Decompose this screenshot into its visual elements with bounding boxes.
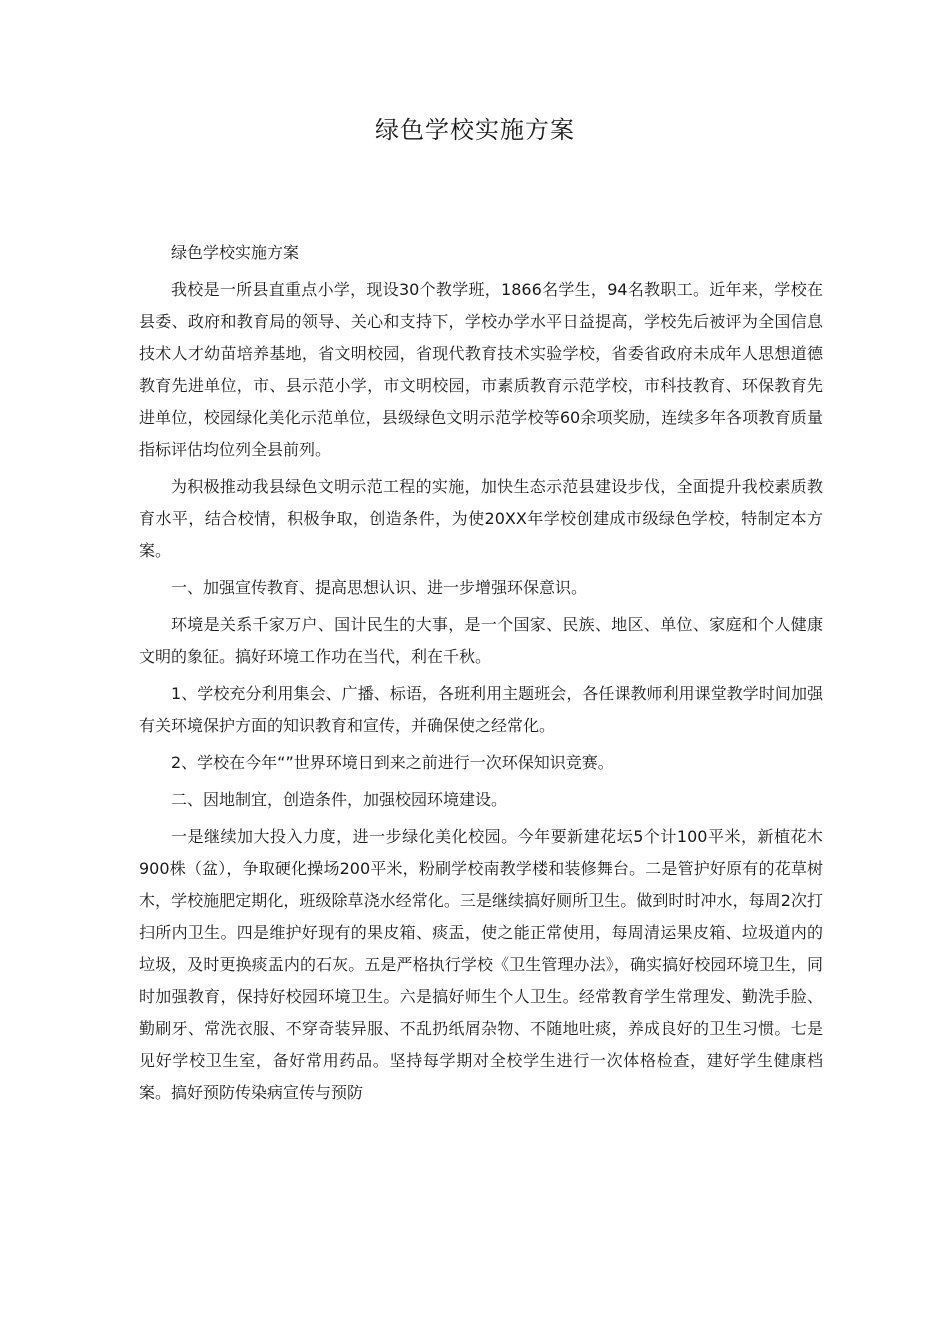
section-heading-1: 一、加强宣传教育、提高思想认识、进一步增强环保意识。 [171, 578, 588, 597]
paragraph-purpose: 为积极推动我县绿色文明示范工程的实施，加快生态示范县建设步伐，全面提升我校素质教育水平，结合校情，积极争取，创造条件，为使20XX年学校创建成市级绿色学校，特制定本方案。 [139, 477, 823, 560]
document-body [139, 237, 823, 1114]
list-item-1: 1、学校充分利用集会、广播、标语，各班利用主题班会，各任课教师利用课堂教学时间加强有关环境保护方面的知识教育和宣传，并确保使之经常化。 [139, 684, 823, 735]
list-item-2: 2、学校在今年“”世界环境日到来之前进行一次环保知识竞赛。 [171, 753, 614, 772]
paragraph-subtitle: 绿色学校实施方案 [171, 243, 300, 262]
paragraph-school-intro: 我校是一所县直重点小学，现设30个教学班，1866名学生，94名教职工。近年来，学校在县委、政府和教育局的领导、关心和支持下，学校办学水平日益提高，学校先后被评为全国信息技术人才幼苗培养基地，省文明校园，省现代教育技术实验学校，省委省政府未成年人思想道德教育先进单位，市、县示范小学，市文明校园，市素质教育示范学校，市科技教育、环保教育先进单位，校园绿化美化示范单位，县级绿色文明示范学校等60余项奖励，连续多年各项教育质量指标评估均位列全县前列。 [139, 280, 823, 459]
document-title: 绿色学校实施方案 [375, 116, 575, 144]
paragraph-environment: 环境是关系千家万户、国计民生的大事，是一个国家、民族、地区、单位、家庭和个人健康文明的象征。搞好环境工作功在当代，利在千秋。 [139, 615, 823, 666]
paragraph-campus-measures: 一是继续加大投入力度，进一步绿化美化校园。今年要新建花坛5个计100平米，新植花木900株（盆），争取硬化操场200平米，粉刷学校南教学楼和装修舞台。二是管护好原有的花草树木，学校施肥定期化，班级除草浇水经常化。三是继续搞好厕所卫生。做到时时冲水，每周2次打扫所内卫生。四是维护好现有的果皮箱、痰盂，使之能正常使用，每周清运果皮箱、垃圾道内的垃圾，及时更换痰盂内的石灰。五是严格执行学校《卫生管理办法》，确实搞好校园环境卫生，同时加强教育，保持好校园环境卫生。六是搞好师生个人卫生。经常教育学生常理发、勤洗手脸、勤刷牙、常洗衣服、不穿奇装异服、不乱扔纸屑杂物、不随地吐痰，养成良好的卫生习惯。七是见好学校卫生室，备好常用药品。坚持每学期对全校学生进行一次体格检查，建好学生健康档案。搞好预防传染病宣传与预防 [139, 827, 823, 1102]
section-heading-2: 二、因地制宜，创造条件，加强校园环境建设。 [171, 790, 508, 809]
